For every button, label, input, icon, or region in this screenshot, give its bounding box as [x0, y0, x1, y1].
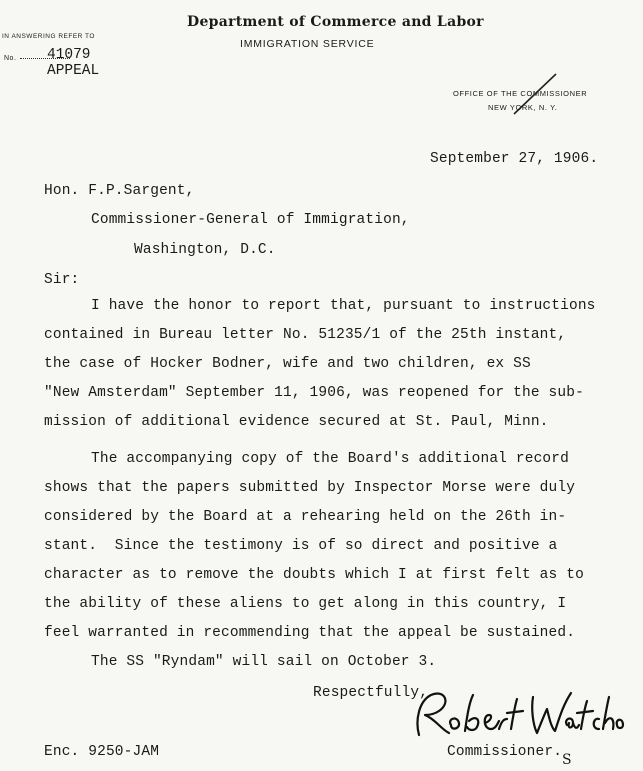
body-line: I have the honor to report that, pursuant to instructions: [91, 298, 596, 314]
office-line-2: NEW YORK, N. Y.: [488, 103, 558, 112]
service-subheading: IMMIGRATION SERVICE: [240, 38, 375, 50]
body-line: the ability of these aliens to get along in this country, I: [44, 596, 567, 612]
addressee-title: Commissioner-General of Immigration,: [91, 212, 410, 228]
file-number-label: No.: [4, 55, 17, 62]
body-line: shows that the papers submitted by Inspector Morse were duly: [44, 480, 576, 496]
handwritten-signature: [405, 685, 630, 745]
body-line: The SS "Ryndam" will sail on October 3.: [91, 654, 437, 670]
signer-title: Commissioner.: [447, 744, 563, 760]
file-type: APPEAL: [47, 63, 100, 79]
department-heading: Department of Commerce and Labor: [187, 14, 484, 30]
salutation: Sir:: [44, 272, 80, 288]
addressee-name: Hon. F.P.Sargent,: [44, 183, 195, 199]
office-line-1: OFFICE OF THE COMMISSIONER: [453, 89, 588, 98]
body-line: "New Amsterdam" September 11, 1906, was reopened for the sub-: [44, 385, 584, 401]
pen-check-mark: [510, 70, 560, 120]
body-line: The accompanying copy of the Board's additional record: [91, 451, 569, 467]
body-line: mission of additional evidence secured at St. Paul, Minn.: [44, 414, 549, 430]
body-line: stant. Since the testimony is of so direct and positive a: [44, 538, 558, 554]
body-line: the case of Hocker Bodner, wife and two children, ex SS: [44, 356, 531, 372]
enclosure-reference: Enc. 9250-JAM: [44, 744, 160, 760]
corner-mark: S: [562, 752, 572, 768]
answering-refer-label: IN ANSWERING REFER TO: [2, 33, 95, 40]
body-line: character as to remove the doubts which I at first felt as to: [44, 567, 584, 583]
letter-date: September 27, 1906.: [430, 151, 599, 167]
closing: Respectfully,: [313, 685, 429, 701]
body-line: feel warranted in recommending that the appeal be sustained.: [44, 625, 576, 641]
addressee-city: Washington, D.C.: [134, 242, 276, 258]
body-line: contained in Bureau letter No. 51235/1 of the 25th instant,: [44, 327, 567, 343]
body-line: considered by the Board at a rehearing held on the 26th in-: [44, 509, 567, 525]
file-number: 41079: [47, 47, 91, 63]
